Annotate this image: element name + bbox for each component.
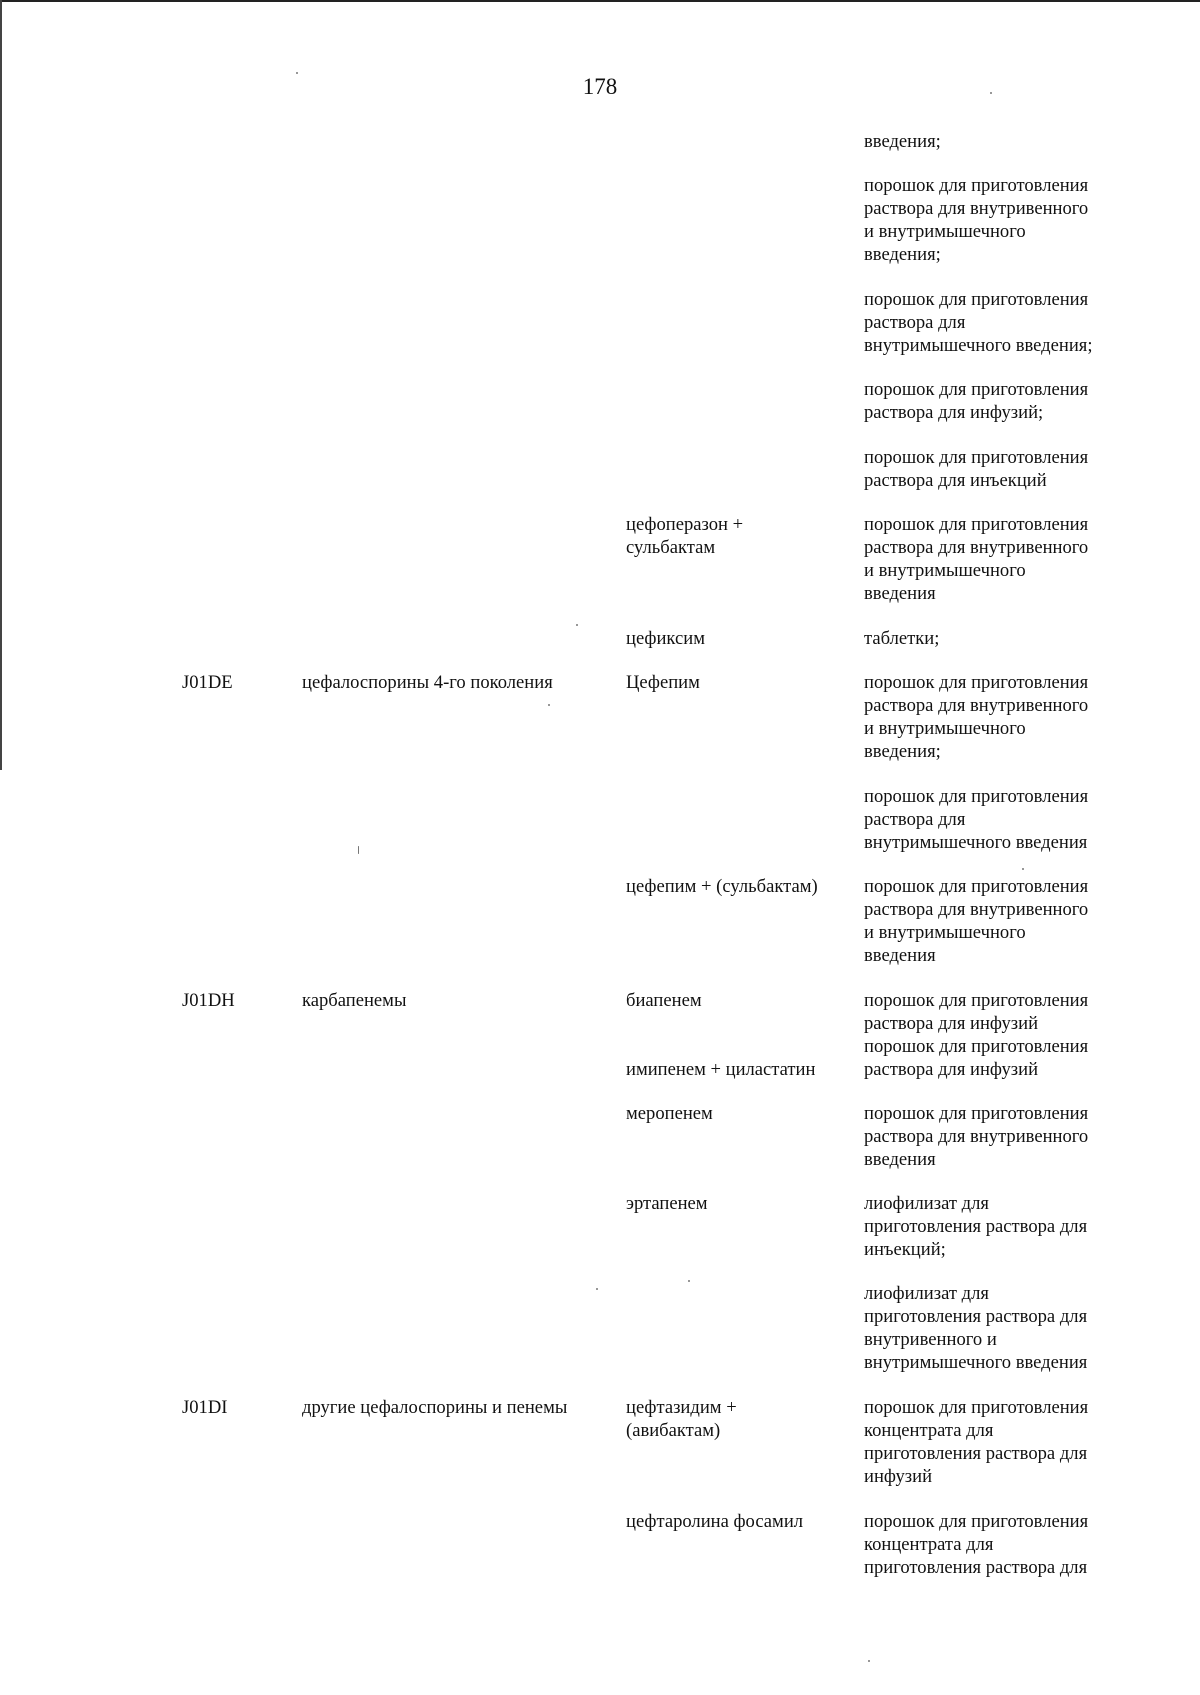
dosage-form-line: таблетки; (864, 628, 940, 649)
drug-name-line: биапенем (626, 990, 702, 1011)
dosage-form-line: раствора для инфузий (864, 1059, 1039, 1080)
scan-top-border (0, 0, 1200, 2)
dosage-form-line: и внутримышечного (864, 922, 1026, 943)
dosage-form-line: порошок для приготовления (864, 786, 1089, 807)
drug-name-line: цефтаролина фосамил (626, 1511, 804, 1532)
drug-name (626, 875, 818, 898)
drug-name (626, 671, 700, 694)
dosage-form-line: и внутримышечного (864, 718, 1026, 739)
dosage-form-line: раствора для инфузий; (864, 402, 1044, 423)
dosage-form (864, 1058, 1038, 1081)
dosage-form-line: введения (864, 1149, 936, 1170)
dosage-form-line: внутримышечного введения (864, 832, 1088, 853)
dosage-form (864, 513, 1088, 605)
dosage-form-line: порошок для приготовления (864, 1036, 1089, 1057)
dosage-form (864, 671, 1088, 763)
dosage-form (864, 1035, 1088, 1058)
dosage-form-line: порошок для приготовления (864, 447, 1089, 468)
dosage-form (864, 1396, 1088, 1488)
dosage-form-line: введения; (864, 131, 941, 152)
dosage-form-line: порошок для приготовления (864, 990, 1089, 1011)
dosage-form-line: внутривенного и (864, 1329, 997, 1350)
scan-speck (868, 1660, 870, 1662)
dosage-form-line: внутримышечного введения (864, 1352, 1088, 1373)
scan-speck (548, 704, 550, 706)
dosage-form-line: и внутримышечного (864, 560, 1026, 581)
drug-name (626, 989, 702, 1012)
dosage-form (864, 130, 941, 153)
atc-code: J01DH (182, 990, 235, 1011)
pharmacological-group: цефалоспорины 4-го поколения (302, 672, 553, 693)
dosage-form-line: и внутримышечного (864, 221, 1026, 242)
dosage-form (864, 1510, 1088, 1579)
drug-name-line: сульбактам (626, 537, 716, 558)
drug-name (626, 1102, 713, 1125)
atc-code: J01DE (182, 672, 233, 693)
scan-speck (1022, 868, 1024, 870)
dosage-form (864, 288, 1093, 357)
dosage-form-line: введения (864, 945, 936, 966)
dosage-form-line: порошок для приготовления (864, 876, 1089, 897)
dosage-form-line: раствора для инфузий (864, 1013, 1039, 1034)
dosage-form-line: концентрата для (864, 1534, 994, 1555)
dosage-form-line: порошок для приготовления (864, 1511, 1089, 1532)
atc-code: J01DI (182, 1397, 228, 1418)
dosage-form-line: приготовления раствора для (864, 1557, 1088, 1578)
drug-name-line: меропенем (626, 1103, 713, 1124)
dosage-form-line: раствора для внутривенного (864, 899, 1089, 920)
drug-name (626, 513, 743, 559)
dosage-form (864, 785, 1088, 854)
dosage-form (864, 1282, 1087, 1374)
dosage-form-line: порошок для приготовления (864, 672, 1089, 693)
dosage-form-line: раствора для внутривенного (864, 1126, 1089, 1147)
drug-name-line: имипенем + циластатин (626, 1059, 816, 1080)
drug-name (626, 1058, 815, 1081)
dosage-form-line: инъекций; (864, 1239, 946, 1260)
dosage-form (864, 1192, 1087, 1261)
dosage-form (864, 875, 1088, 967)
scan-speck (688, 1280, 690, 1282)
dosage-form-line: раствора для инъекций (864, 470, 1047, 491)
scan-speck (990, 92, 992, 94)
dosage-form-line: приготовления раствора для (864, 1216, 1088, 1237)
dosage-form-line: введения; (864, 244, 941, 265)
dosage-form-line: концентрата для (864, 1420, 994, 1441)
dosage-form-line: раствора для внутривенного (864, 695, 1089, 716)
pharmacological-group: другие цефалоспорины и пенемы (302, 1397, 568, 1418)
drug-name (626, 627, 705, 650)
dosage-form-line: порошок для приготовления (864, 289, 1089, 310)
dosage-form-line: раствора для (864, 312, 966, 333)
dosage-form (864, 378, 1088, 424)
page-number: 178 (582, 74, 618, 99)
pharmacological-group: карбапенемы (302, 990, 407, 1011)
scan-speck (576, 624, 578, 626)
dosage-form-line: внутримышечного введения; (864, 335, 1093, 356)
dosage-form-line: порошок для приготовления (864, 514, 1089, 535)
drug-name (626, 1192, 708, 1215)
dosage-form (864, 627, 939, 650)
dosage-form-line: порошок для приготовления (864, 1103, 1089, 1124)
drug-name-line: цефоперазон + (626, 514, 744, 535)
dosage-form-line: приготовления раствора для (864, 1443, 1088, 1464)
drug-name-line: цефепим + (сульбактам) (626, 876, 818, 897)
dosage-form-line: приготовления раствора для (864, 1306, 1088, 1327)
drug-name (626, 1396, 737, 1442)
scan-speck (596, 1288, 598, 1290)
dosage-form (864, 446, 1088, 492)
dosage-form-line: раствора для внутривенного (864, 198, 1089, 219)
drug-name-line: эртапенем (626, 1193, 708, 1214)
dosage-form-line: раствора для (864, 809, 966, 830)
scan-speck (358, 846, 359, 854)
dosage-form-line: лиофилизат для (864, 1193, 989, 1214)
dosage-form-line: раствора для внутривенного (864, 537, 1089, 558)
dosage-form-line: инфузий (864, 1466, 933, 1487)
scan-speck (296, 72, 298, 74)
scan-left-edge (0, 0, 2, 770)
dosage-form-line: порошок для приготовления (864, 379, 1089, 400)
dosage-form-line: порошок для приготовления (864, 175, 1089, 196)
dosage-form (864, 1102, 1088, 1171)
dosage-form-line: порошок для приготовления (864, 1397, 1089, 1418)
drug-name-line: цефиксим (626, 628, 705, 649)
dosage-form (864, 989, 1088, 1035)
drug-name (626, 1510, 803, 1533)
dosage-form (864, 174, 1088, 266)
drug-name-line: (авибактам) (626, 1420, 721, 1441)
drug-name-line: Цефепим (626, 672, 700, 693)
drug-name-line: цефтазидим + (626, 1397, 737, 1418)
dosage-form-line: лиофилизат для (864, 1283, 989, 1304)
dosage-form-line: введения; (864, 741, 941, 762)
dosage-form-line: введения (864, 583, 936, 604)
